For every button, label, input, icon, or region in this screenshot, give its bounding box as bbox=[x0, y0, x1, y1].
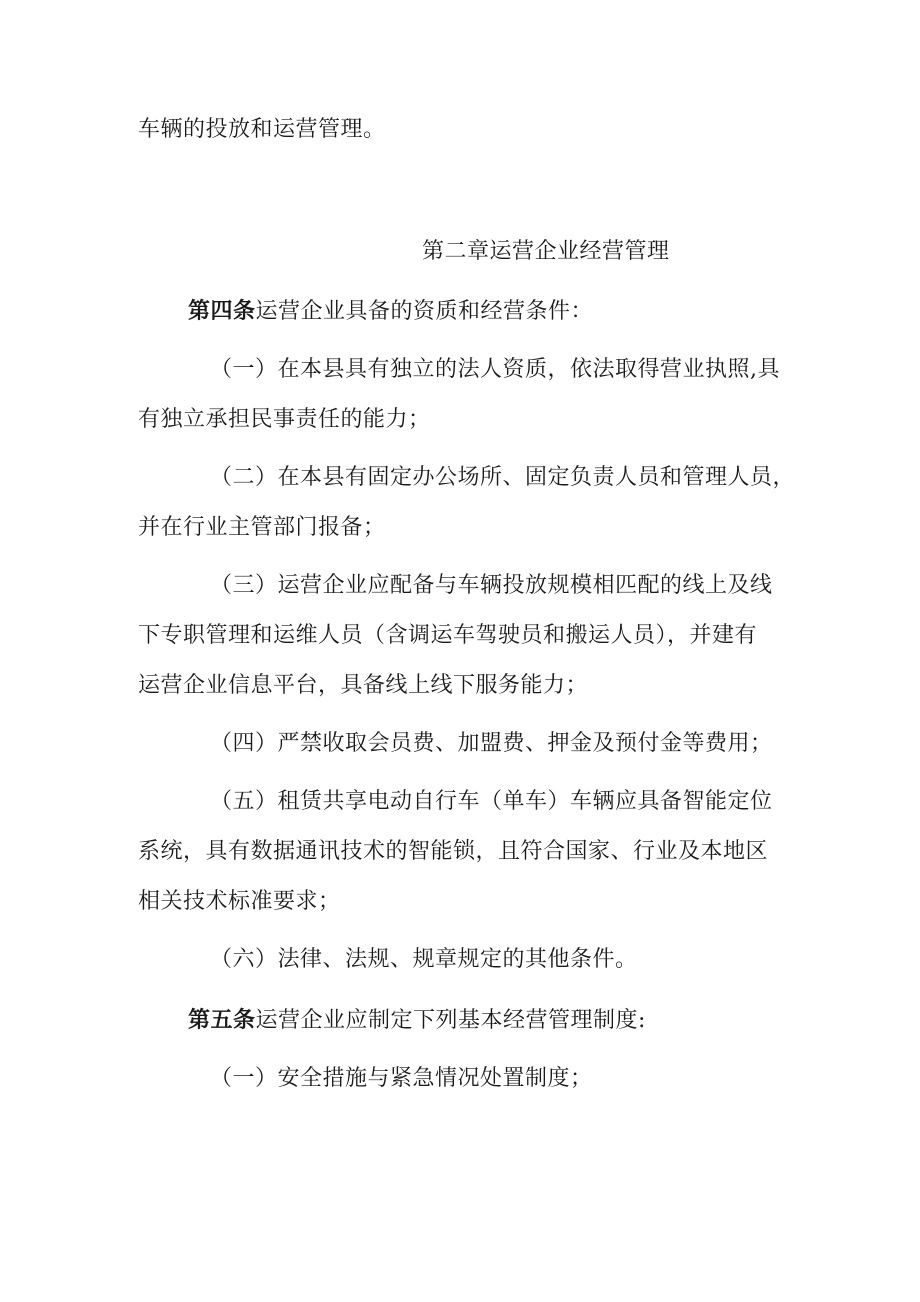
article-5-item-1-line-1: （一）安全措施与紧急情况处置制度； bbox=[210, 1066, 593, 1091]
article-4-heading-text: 运营企业具备的资质和经营条件： bbox=[255, 299, 594, 324]
article-4-item-2-line-1: （二）在本县有固定办公场所、固定负责人员和管理人员， bbox=[210, 465, 796, 490]
article-5-heading-text: 运营企业应制定下列基本经营管理制度: bbox=[255, 1008, 646, 1033]
article-4-label: 第四条 bbox=[188, 298, 256, 324]
paragraph-continuation: 车辆的投放和运营管理。 bbox=[138, 117, 386, 142]
chapter-heading: 第二章运营企业经营管理 bbox=[422, 239, 670, 264]
article-4-item-4-line-1: （四）严禁收取会员费、加盟费、押金及预付金等费用； bbox=[210, 731, 773, 756]
article-4-item-5-line-1: （五）租赁共享电动自行车（单车）车辆应具备智能定位 bbox=[210, 789, 773, 814]
article-4-item-5-line-2: 系统，具有数据通讯技术的智能锁，且符合国家、行业及本地区 bbox=[138, 839, 769, 864]
article-4-item-3-line-1: （三）运营企业应配备与车辆投放规模相匹配的线上及线 bbox=[210, 573, 773, 598]
article-4-item-6-line-1: （六）法律、法规、规章规定的其他条件。 bbox=[210, 947, 638, 972]
article-4-item-3-line-3: 运营企业信息平台，具备线上线下服务能力； bbox=[138, 673, 589, 698]
article-4-item-5-line-3: 相关技术标准要求； bbox=[138, 889, 341, 914]
article-5-heading bbox=[188, 1005, 646, 1036]
article-4-item-2-line-2: 并在行业主管部门报备； bbox=[138, 515, 386, 540]
article-5-label: 第五条 bbox=[188, 1007, 256, 1033]
article-4-heading bbox=[188, 296, 593, 327]
article-4-item-1-line-1: （一）在本县具有独立的法人资质，依法取得营业执照,具 bbox=[210, 357, 780, 382]
article-4-item-1-line-2: 有独立承担民事责任的能力； bbox=[138, 407, 431, 432]
article-4-item-3-line-2: 下专职管理和运维人员（含调运车驾驶员和搬运人员），并建有 bbox=[138, 623, 758, 648]
